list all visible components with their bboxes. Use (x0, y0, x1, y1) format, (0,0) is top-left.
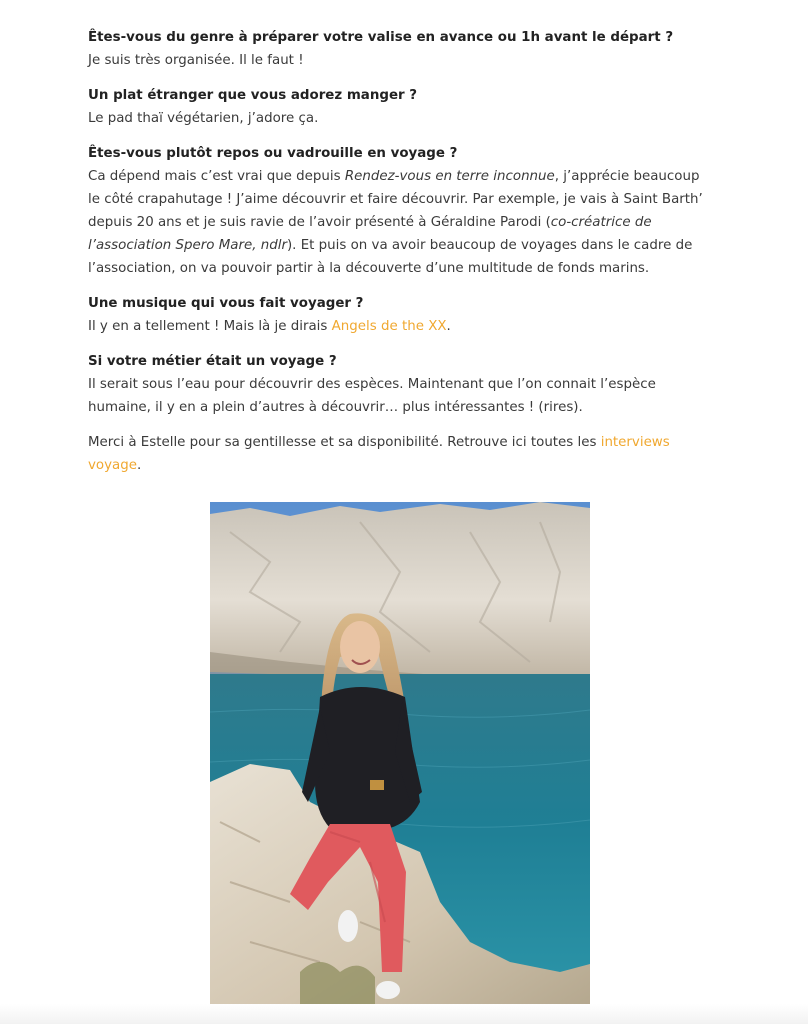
article-body (88, 26, 708, 477)
answer-segment: Il y en a tellement ! Mais là je dirais (88, 319, 332, 334)
answer-text (88, 165, 708, 280)
qa-block-music (88, 292, 708, 338)
closing-segment: . (137, 458, 142, 473)
portrait-photo-illustration (210, 502, 590, 1004)
interviews-voyage-link[interactable]: interviews voyage (88, 435, 670, 473)
editor-note-emphasis: co-créatrice de l’association Spero Mare, ndlr (88, 215, 652, 253)
question-heading: Une musique qui vous fait voyager ? (88, 296, 364, 311)
page-bottom-edge (0, 1004, 808, 1024)
qa-block-job (88, 350, 708, 419)
answer-text (88, 315, 708, 338)
question-heading: Un plat étranger que vous adorez manger ? (88, 88, 418, 103)
answer-segment: . (446, 319, 451, 334)
answer-segment: ). Et puis on va avoir beaucoup de voyages dans le cadre de l’association, on va pouvoir partir à la découverte d’une multitude de fonds marins. (88, 238, 693, 276)
answer-text: Il serait sous l’eau pour découvrir des espèces. Maintenant que l’on connait l’espèce humaine, il y en a plein d’autres à découvrir… plus intéressantes ! (rires). (88, 377, 656, 415)
question-heading: Si votre métier était un voyage ? (88, 354, 337, 369)
answer-segment: , j’apprécie beaucoup le côté crapahutage ! J’aime découvrir et faire découvrir. Par exemple, je vais à Saint Barth’ depuis 20 ans et je suis ravie de l’avoir présenté à Géraldine Parodi ( (88, 169, 703, 230)
closing-segment: Merci à Estelle pour sa gentillesse et sa disponibilité. Retrouve ici toutes les (88, 435, 601, 450)
answer-segment: Ca dépend mais c’est vrai que depuis (88, 169, 345, 184)
answer-text: Je suis très organisée. Il le faut ! (88, 53, 304, 68)
show-title-emphasis: Rendez-vous en terre inconnue (344, 169, 555, 184)
answer-text: Le pad thaï végétarien, j’adore ça. (88, 111, 319, 126)
music-link[interactable]: Angels de the XX (331, 319, 447, 334)
question-heading: Êtes-vous plutôt repos ou vadrouille en voyage ? (88, 146, 458, 161)
qa-block-food (88, 84, 708, 130)
question-heading: Êtes-vous du genre à préparer votre valise en avance ou 1h avant le départ ? (88, 30, 674, 45)
article-photo (210, 502, 590, 1004)
qa-block-suitcase (88, 26, 708, 72)
qa-block-travel-style (88, 142, 708, 280)
closing-paragraph (88, 431, 708, 477)
